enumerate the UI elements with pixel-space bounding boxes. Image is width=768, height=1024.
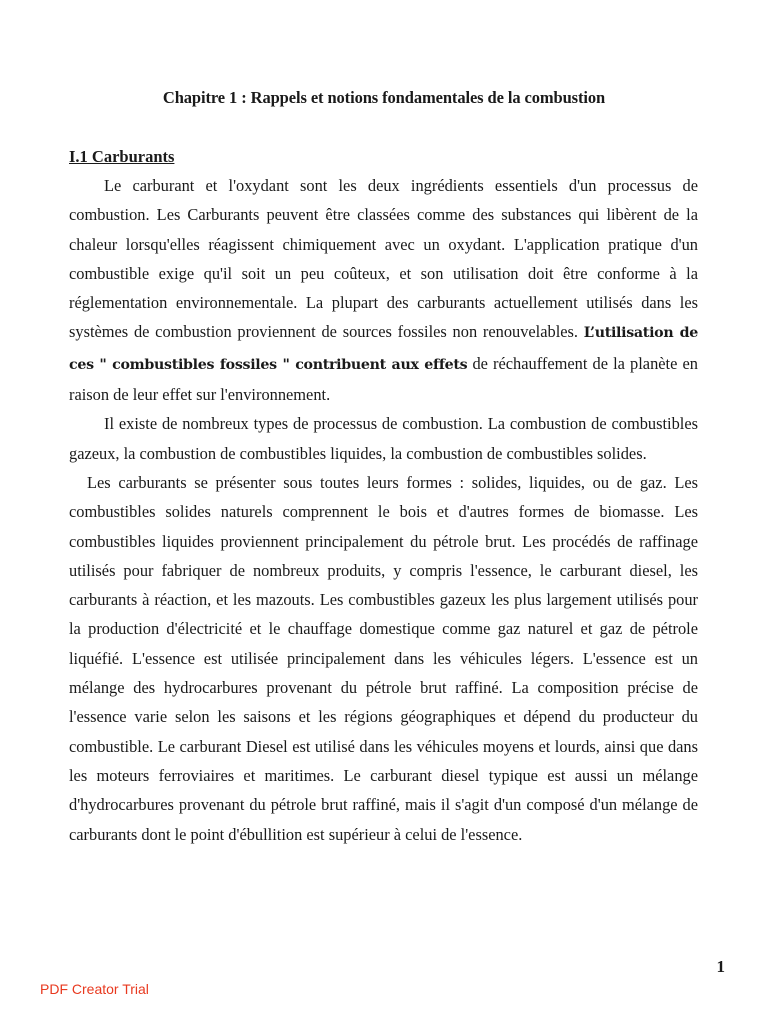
paragraph-1-start: Le carburant et l'oxydant sont les deux ingrédients essentiels d'un processus de combustion. Les Carburants peuvent être classées comme des substances qui libèrent de la chaleur lorsqu'elles réagissent chimiquement avec un oxydant. L'application pratique d'un combustible exige qu'il soit un peu coûteux, et son utilisation doit être conforme à la réglementation environnementale. La plupart des carburants actuellement utilisés dans les systèmes de combustion proviennent de sources fossiles non renouvelables. [69, 176, 698, 342]
paragraph-3: Les carburants se présenter sous toutes leurs formes : solides, liquides, ou de gaz. Les combustibles solides naturels comprennent le bois et d'autres formes de biomasse. Les combustibles liquides proviennent principalement du pétrole brut. Les procédés de raffinage utilisés pour fabriquer de nombreux produits, y compris l'essence, le carburant diesel, les carburants à réaction, et les mazouts. Les combustibles gazeux les plus largement utilisés pour la production d'électricité et le chauffage domestique comme gaz naturel et gaz de pétrole liquéfié. L'essence est utilisée principalement dans les véhicules légers. L'essence est un mélange des hydrocarbures provenant du pétrole brut raffiné. La composition précise de l'essence varie selon les saisons et les régions géographiques et dépend du producteur du combustible. Le carburant Diesel est utilisé dans les véhicules moyens et lourds, ainsi que dans les moteurs ferroviaires et maritimes. Le carburant diesel typique est aussi un mélange d'hydrocarbures provenant du pétrole brut raffiné, mais il s'agit d'un composé d'un mélange de carburants dont le point d'ébullition est supérieur à celui de l'essence. [69, 472, 698, 844]
paragraph-2: Il existe de nombreux types de processus de combustion. La combustion de combustibles gazeux, la combustion de combustibles liquides, la combustion de combustibles solides. [69, 414, 698, 463]
paragraph-1-emphasis: L’utilisation de ces " combustibles fossiles " contribuent aux effets [69, 325, 698, 373]
paragraph-1 [69, 171, 698, 409]
paragraph-1-end: de réchauffement de la planète en raison de leur effet sur l'environnement. [69, 353, 698, 405]
chapter-title: Chapitre 1 : Rappels et notions fondamentales de la combustion [162, 88, 606, 107]
section-heading: I.1 Carburants [69, 147, 175, 166]
body-text [69, 171, 698, 849]
watermark-text: PDF Creator Trial [40, 981, 149, 997]
page-number: 1 [716, 957, 725, 976]
